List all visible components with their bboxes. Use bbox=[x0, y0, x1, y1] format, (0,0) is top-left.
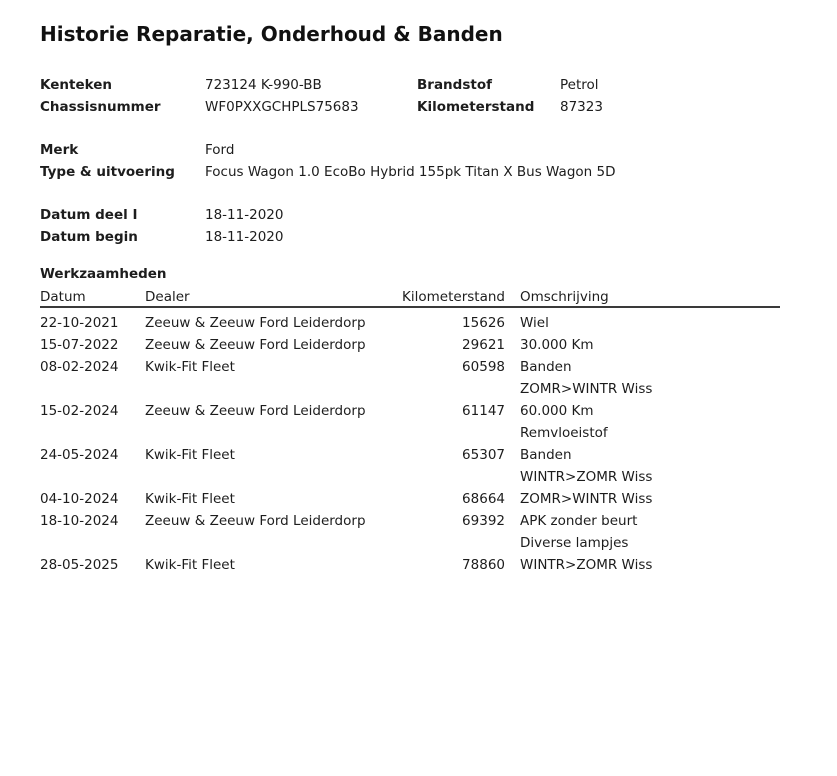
cell-dealer: Kwik-Fit Fleet bbox=[145, 557, 235, 573]
datum-begin-label: Datum begin bbox=[40, 229, 138, 245]
type-uitvoering-value: Focus Wagon 1.0 EcoBo Hybrid 155pk Titan X Bus Wagon 5D bbox=[205, 164, 616, 180]
column-header-kilometerstand: Kilometerstand bbox=[402, 289, 505, 305]
brandstof-value: Petrol bbox=[560, 77, 599, 93]
table-row bbox=[40, 356, 780, 400]
cell-kilometerstand: 61147 bbox=[462, 403, 505, 419]
omschrijving-line: Diverse lampjes bbox=[520, 535, 629, 551]
cell-dealer: Kwik-Fit Fleet bbox=[145, 359, 235, 375]
cell-omschrijving bbox=[505, 312, 780, 334]
cell-omschrijving bbox=[505, 510, 780, 554]
merk-label: Merk bbox=[40, 142, 79, 158]
table-row bbox=[40, 554, 780, 576]
page-title: Historie Reparatie, Onderhoud & Banden bbox=[40, 22, 503, 46]
omschrijving-line: 60.000 Km bbox=[520, 403, 594, 419]
cell-kilometerstand: 60598 bbox=[462, 359, 505, 375]
datum-deel1-label: Datum deel I bbox=[40, 207, 138, 223]
werkzaamheden-heading: Werkzaamheden bbox=[40, 266, 167, 282]
cell-dealer: Zeeuw & Zeeuw Ford Leiderdorp bbox=[145, 337, 366, 353]
table-row bbox=[40, 510, 780, 554]
cell-omschrijving bbox=[505, 356, 780, 400]
cell-kilometerstand: 29621 bbox=[462, 337, 505, 353]
omschrijving-line: APK zonder beurt bbox=[520, 513, 638, 529]
cell-datum: 15-02-2024 bbox=[40, 403, 119, 419]
cell-datum: 15-07-2022 bbox=[40, 337, 119, 353]
omschrijving-line: Wiel bbox=[520, 315, 549, 331]
omschrijving-line: WINTR>ZOMR Wiss bbox=[520, 557, 653, 573]
cell-datum: 22-10-2021 bbox=[40, 315, 119, 331]
column-header-dealer: Dealer bbox=[145, 289, 190, 305]
omschrijving-line: 30.000 Km bbox=[520, 337, 594, 353]
cell-dealer: Zeeuw & Zeeuw Ford Leiderdorp bbox=[145, 315, 366, 331]
kilometerstand-value: 87323 bbox=[560, 99, 603, 115]
cell-dealer: Kwik-Fit Fleet bbox=[145, 491, 235, 507]
kenteken-value: 723124 K-990-BB bbox=[205, 77, 322, 93]
chassisnummer-value: WF0PXXGCHPLS75683 bbox=[205, 99, 359, 115]
omschrijving-line: Banden bbox=[520, 359, 572, 375]
cell-omschrijving bbox=[505, 444, 780, 488]
cell-dealer: Zeeuw & Zeeuw Ford Leiderdorp bbox=[145, 513, 366, 529]
dates-section bbox=[40, 204, 820, 248]
cell-kilometerstand: 69392 bbox=[462, 513, 505, 529]
brandstof-label: Brandstof bbox=[417, 77, 492, 93]
cell-omschrijving bbox=[505, 488, 780, 510]
table-rows bbox=[40, 308, 780, 576]
omschrijving-line: WINTR>ZOMR Wiss bbox=[520, 469, 653, 485]
table-row bbox=[40, 334, 780, 356]
cell-kilometerstand: 15626 bbox=[462, 315, 505, 331]
cell-datum: 08-02-2024 bbox=[40, 359, 119, 375]
cell-datum: 04-10-2024 bbox=[40, 491, 119, 507]
cell-kilometerstand: 78860 bbox=[462, 557, 505, 573]
column-header-omschrijving: Omschrijving bbox=[520, 289, 609, 305]
kilometerstand-label: Kilometerstand bbox=[417, 99, 535, 115]
cell-dealer: Zeeuw & Zeeuw Ford Leiderdorp bbox=[145, 403, 366, 419]
cell-datum: 28-05-2025 bbox=[40, 557, 119, 573]
datum-begin-value: 18-11-2020 bbox=[205, 229, 284, 245]
cell-omschrijving bbox=[505, 400, 780, 444]
table-row bbox=[40, 488, 780, 510]
cell-datum: 24-05-2024 bbox=[40, 447, 119, 463]
cell-datum: 18-10-2024 bbox=[40, 513, 119, 529]
omschrijving-line: ZOMR>WINTR Wiss bbox=[520, 491, 653, 507]
omschrijving-line: ZOMR>WINTR Wiss bbox=[520, 381, 653, 397]
omschrijving-line: Remvloeistof bbox=[520, 425, 608, 441]
chassisnummer-label: Chassisnummer bbox=[40, 99, 161, 115]
column-header-datum: Datum bbox=[40, 289, 86, 305]
cell-kilometerstand: 68664 bbox=[462, 491, 505, 507]
vehicle-id-section bbox=[40, 74, 820, 118]
cell-kilometerstand: 65307 bbox=[462, 447, 505, 463]
omschrijving-line: Banden bbox=[520, 447, 572, 463]
vehicle-model-section bbox=[40, 139, 820, 183]
table-row bbox=[40, 400, 780, 444]
cell-omschrijving bbox=[505, 554, 780, 576]
kenteken-label: Kenteken bbox=[40, 77, 112, 93]
table-header bbox=[40, 289, 780, 308]
merk-value: Ford bbox=[205, 142, 235, 158]
cell-dealer: Kwik-Fit Fleet bbox=[145, 447, 235, 463]
type-uitvoering-label: Type & uitvoering bbox=[40, 164, 175, 180]
datum-deel1-value: 18-11-2020 bbox=[205, 207, 284, 223]
table-row bbox=[40, 312, 780, 334]
table-row bbox=[40, 444, 780, 488]
cell-omschrijving bbox=[505, 334, 780, 356]
